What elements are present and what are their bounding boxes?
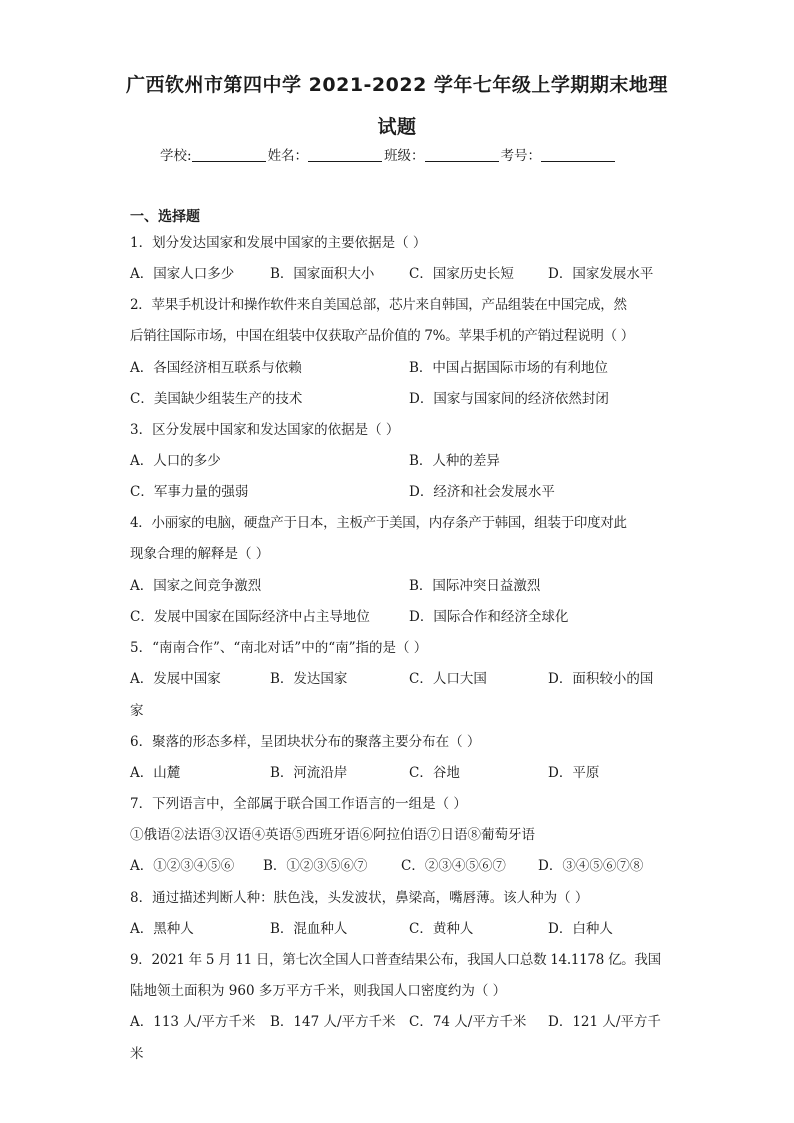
question-1-option-d: D．国家发展水平 [548,266,654,282]
question-9-stem-line2: 陆地领土面积为 960 多万平方千米，则我国人口密度约为（ ） [130,983,507,999]
question-8-option-c: C．黄种人 [409,921,474,937]
question-1-stem: 1．划分发达国家和发展中国家的主要依据是（ ） [130,235,427,251]
exam-title-line2: 试题 [377,116,417,138]
question-9-option-d: D．121 人/平方千 [548,1014,661,1030]
question-6-option-a: A．山麓 [130,765,181,781]
question-6-stem: 6．聚落的形态多样，呈团块状分布的聚落主要分布在（ ） [130,734,481,750]
question-8-option-a: A．黑种人 [130,921,194,937]
name-label: 姓名： [267,148,309,164]
question-5-option-a: A．发展中国家 [130,671,221,687]
school-blank[interactable] [192,148,266,162]
exam-no-blank[interactable] [541,148,615,162]
student-info-row [160,144,617,164]
question-8-stem: 8．通过描述判断人种：肤色浅，头发波状，鼻梁高，嘴唇薄。该人种为（ ） [130,890,589,906]
question-1-option-b: B．国家面积大小 [270,266,375,282]
question-8-option-b: B．混血种人 [270,921,348,937]
question-3-stem: 3．区分发展中国家和发达国家的依据是（ ） [130,422,400,438]
question-5-stem: 5．“南南合作”、“南北对话”中的“南”指的是（ ） [130,640,428,656]
exam-title-line1: 广西钦州市第四中学 2021-2022 学年七年级上学期期末地理 [126,74,668,96]
class-label: 班级： [384,148,425,164]
question-4-option-d: D．国际合作和经济全球化 [409,609,569,625]
question-8-option-d: D．白种人 [548,921,613,937]
question-2-stem-line2: 后销往国际市场，中国在组装中仅获取产品价值的 7%。苹果手机的产销过程说明（ ） [130,328,634,344]
question-9-option-a: A．113 人/平方千米 [130,1014,256,1030]
question-9-option-c: C．74 人/平方千米 [409,1014,527,1030]
question-3-option-c: C．军事力量的强弱 [130,484,249,500]
question-7-option-d: D．③④⑤⑥⑦⑧ [538,858,644,874]
question-3-option-d: D．经济和社会发展水平 [409,484,555,500]
question-7-option-a: A．①②③④⑤⑥ [130,858,235,874]
question-4-option-a: A．国家之间竞争激烈 [130,578,262,594]
question-5-option-b: B．发达国家 [270,671,348,687]
question-3-option-b: B．人种的差异 [409,453,500,469]
question-4-option-c: C．发展中国家在国际经济中占主导地位 [130,609,370,625]
question-2-option-a: A．各国经济相互联系与依赖 [130,360,302,376]
question-7-option-b: B．①②③⑤⑥⑦ [263,858,368,874]
question-4-option-b: B．国际冲突日益激烈 [409,578,541,594]
name-blank[interactable] [308,148,382,162]
question-7-stem-line1: 7．下列语言中，全部属于联合国工作语言的一组是（ ） [130,796,467,812]
question-4-stem-line2: 现象合理的解释是（ ） [130,546,270,562]
school-label: 学校: [160,148,192,164]
question-1-option-a: A．国家人口多少 [130,266,235,282]
question-5-option-c: C．人口大国 [409,671,487,687]
question-7-option-c: C．②③④⑤⑥⑦ [401,858,506,874]
exam-no-label: 考号： [500,148,542,164]
question-5-option-d-wrap: 家 [130,703,144,719]
question-1-option-c: C．国家历史长短 [409,266,514,282]
section-heading: 一、选择题 [130,209,200,225]
question-2-stem-line1: 2．苹果手机设计和操作软件来自美国总部，芯片来自韩国，产品组装在中国完成，然 [130,297,627,313]
question-2-option-d: D．国家与国家间的经济依然封闭 [409,391,609,407]
question-9-option-d-wrap: 米 [130,1046,144,1062]
question-7-stem-line2: ①俄语②法语③汉语④英语⑤西班牙语⑥阿拉伯语⑦日语⑧葡萄牙语 [130,827,535,843]
question-3-option-a: A．人口的多少 [130,453,221,469]
question-9-option-b: B．147 人/平方千米 [270,1014,396,1030]
question-2-option-b: B．中国占据国际市场的有利地位 [409,360,608,376]
question-6-option-d: D．平原 [548,765,600,781]
question-5-option-d: D．面积较小的国 [548,671,654,687]
question-6-option-c: C．谷地 [409,765,460,781]
question-9-stem-line1: 9．2021 年 5 月 11 日，第七次全国人口普查结果公布，我国人口总数 14.1178 亿。我国 [130,952,661,968]
question-6-option-b: B．河流沿岸 [270,765,348,781]
question-4-stem-line1: 4．小丽家的电脑，硬盘产于日本，主板产于美国，内存条产于韩国，组装于印度对此 [130,515,627,531]
question-2-option-c: C．美国缺少组装生产的技术 [130,391,303,407]
class-blank[interactable] [425,148,499,162]
